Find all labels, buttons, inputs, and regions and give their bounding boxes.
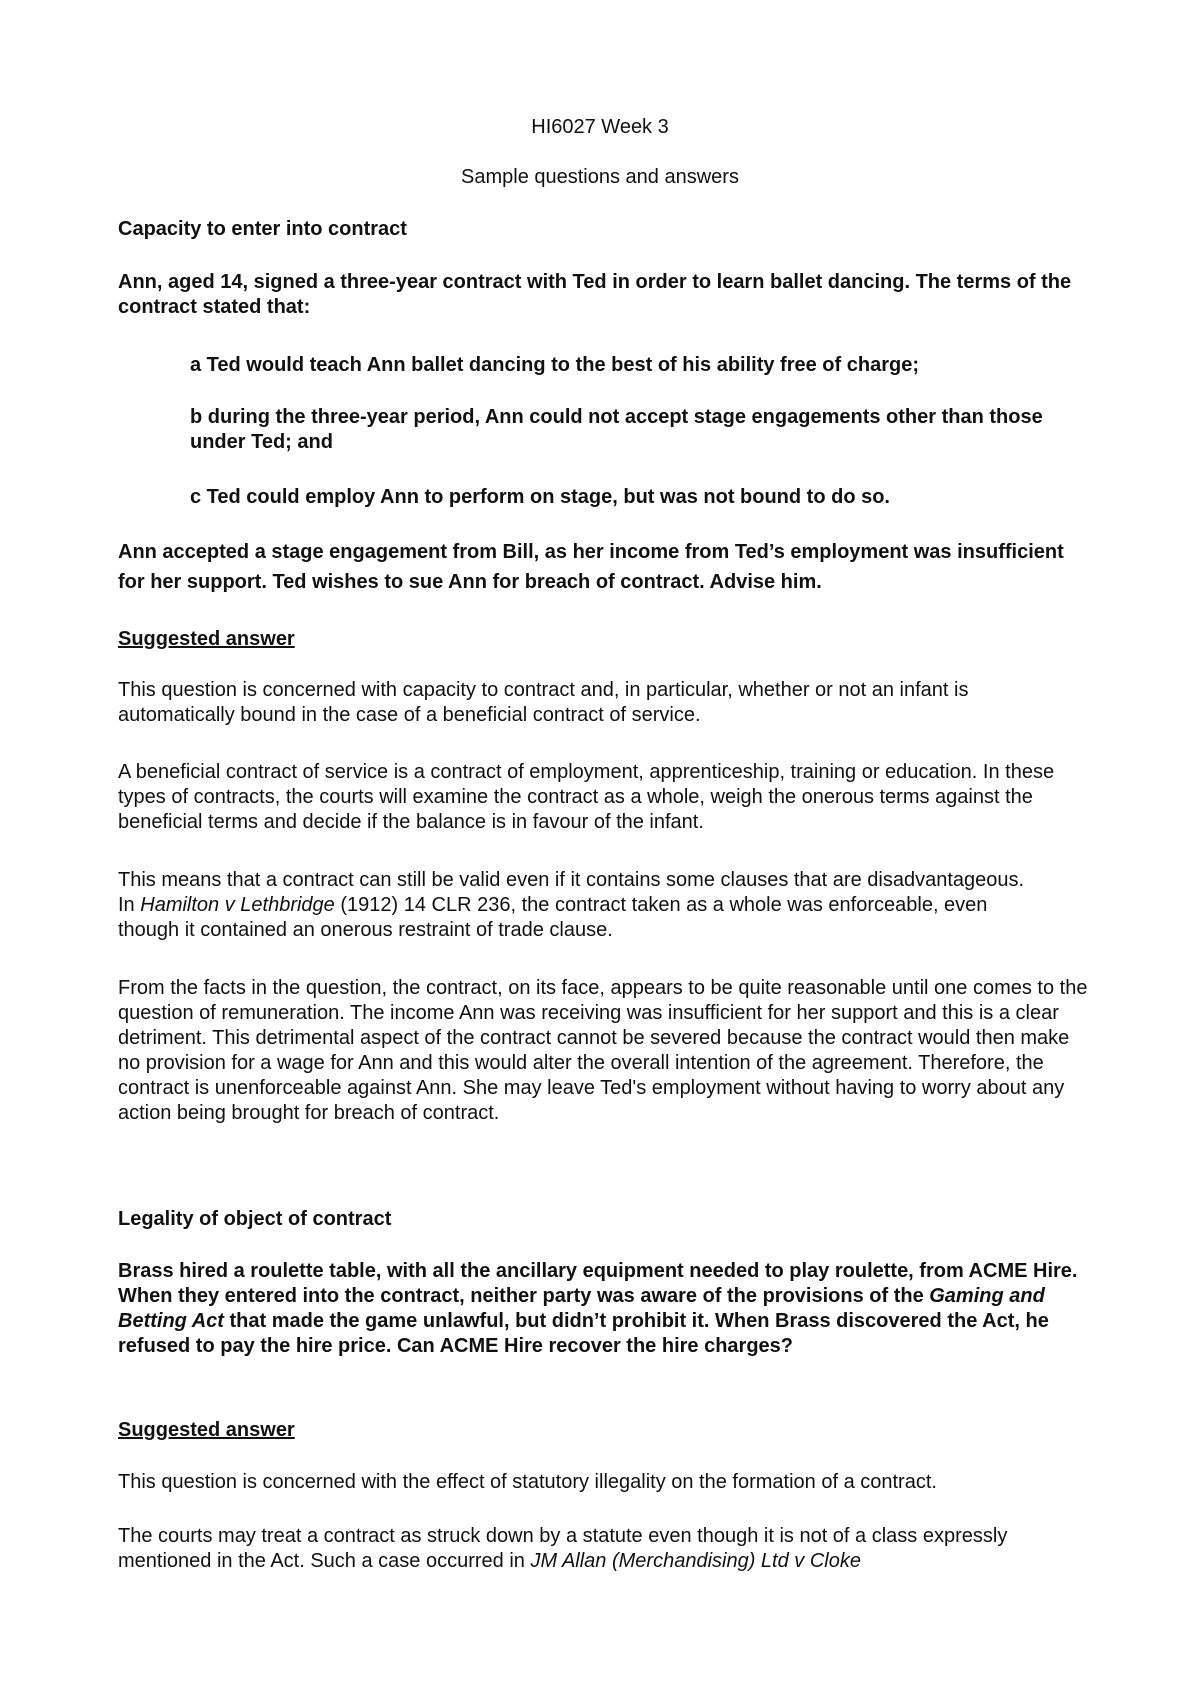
suggested-answer-heading-2: Suggested answer: [118, 1419, 295, 1441]
answer1-para4: From the facts in the question, the contract, on its face, appears to be quite reasonable until one comes to the question of remuneration. The income Ann was receiving was insufficient for her support and this is a clear detriment. This detrimental aspect of the contract cannot be severed because the contract would then make no provision for a wage for Ann and this would alter the overall intention of the agreement. Therefore, the contract is unenforceable against Ann. She may leave Ted's employment without having to worry about any action being brought for breach of contract.: [118, 977, 1088, 1124]
section-heading-capacity: Capacity to enter into contract: [118, 218, 407, 240]
suggested-answer-heading-1: Suggested answer: [118, 628, 295, 650]
case-name-allan: JM Allan (Merchandising) Ltd v Cloke: [530, 1550, 861, 1572]
question-legality: [118, 1259, 1078, 1359]
section-heading-legality: Legality of object of contract: [118, 1208, 392, 1230]
para3-text-a: This means that a contract can still be valid even if it contains some clauses that are disadvantageous. In: [118, 869, 1025, 916]
answer2-para2-text: The courts may treat a contract as struck down by a statute even though it is not of a class expressly mentioned in the Act. Such a case occurred in: [118, 1525, 1008, 1572]
document-subtitle: Sample questions and answers: [461, 166, 739, 188]
question2-text-a: Brass hired a roulette table, with all the ancillary equipment needed to play roulette, from ACME Hire. When they entered into the contract, neither party was aware of the provisions of the: [118, 1260, 1078, 1307]
case-name-hamilton: Hamilton v Lethbridge: [140, 894, 335, 916]
answer2-para2: [118, 1524, 1078, 1574]
act-name: Gaming and Betting Act: [118, 1285, 1045, 1332]
answer2-para1: This question is concerned with the effect of statutory illegality on the formation of a contract.: [118, 1471, 937, 1493]
term-a: a Ted would teach Ann ballet dancing to the best of his ability free of charge;: [190, 354, 919, 376]
term-c: c Ted could employ Ann to perform on stage, but was not bound to do so.: [190, 486, 890, 508]
answer1-para1: This question is concerned with capacity to contract and, in particular, whether or not an infant is automatically bound in the case of a beneficial contract of service.: [118, 679, 969, 726]
document-title: HI6027 Week 3: [531, 116, 669, 138]
term-b: b during the three-year period, Ann could not accept stage engagements other than those under Ted; and: [190, 406, 1043, 453]
question2-text-b: that made the game unlawful, but didn’t prohibit it. When Brass discovered the Act, he refused to pay the hire price. Can ACME Hire recover the hire charges?: [118, 1310, 1049, 1357]
question-close: Ann accepted a stage engagement from Bill, as her income from Ted’s employment was insufficient for her support. Ted wishes to sue Ann for breach of contract. Advise him.: [118, 541, 1064, 593]
answer1-para3: [118, 868, 1033, 943]
para3-text-b: (1912) 14 CLR 236, the contract taken as a whole was enforceable, even though it contained an onerous restraint of trade clause.: [118, 894, 988, 941]
question-intro: Ann, aged 14, signed a three-year contract with Ted in order to learn ballet dancing. The terms of the contract stated that:: [118, 271, 1072, 318]
answer1-para2: A beneficial contract of service is a contract of employment, apprenticeship, training or education. In these types of contracts, the courts will examine the contract as a whole, weigh the onerous terms against the beneficial terms and decide if the balance is in favour of the infant.: [118, 761, 1055, 833]
